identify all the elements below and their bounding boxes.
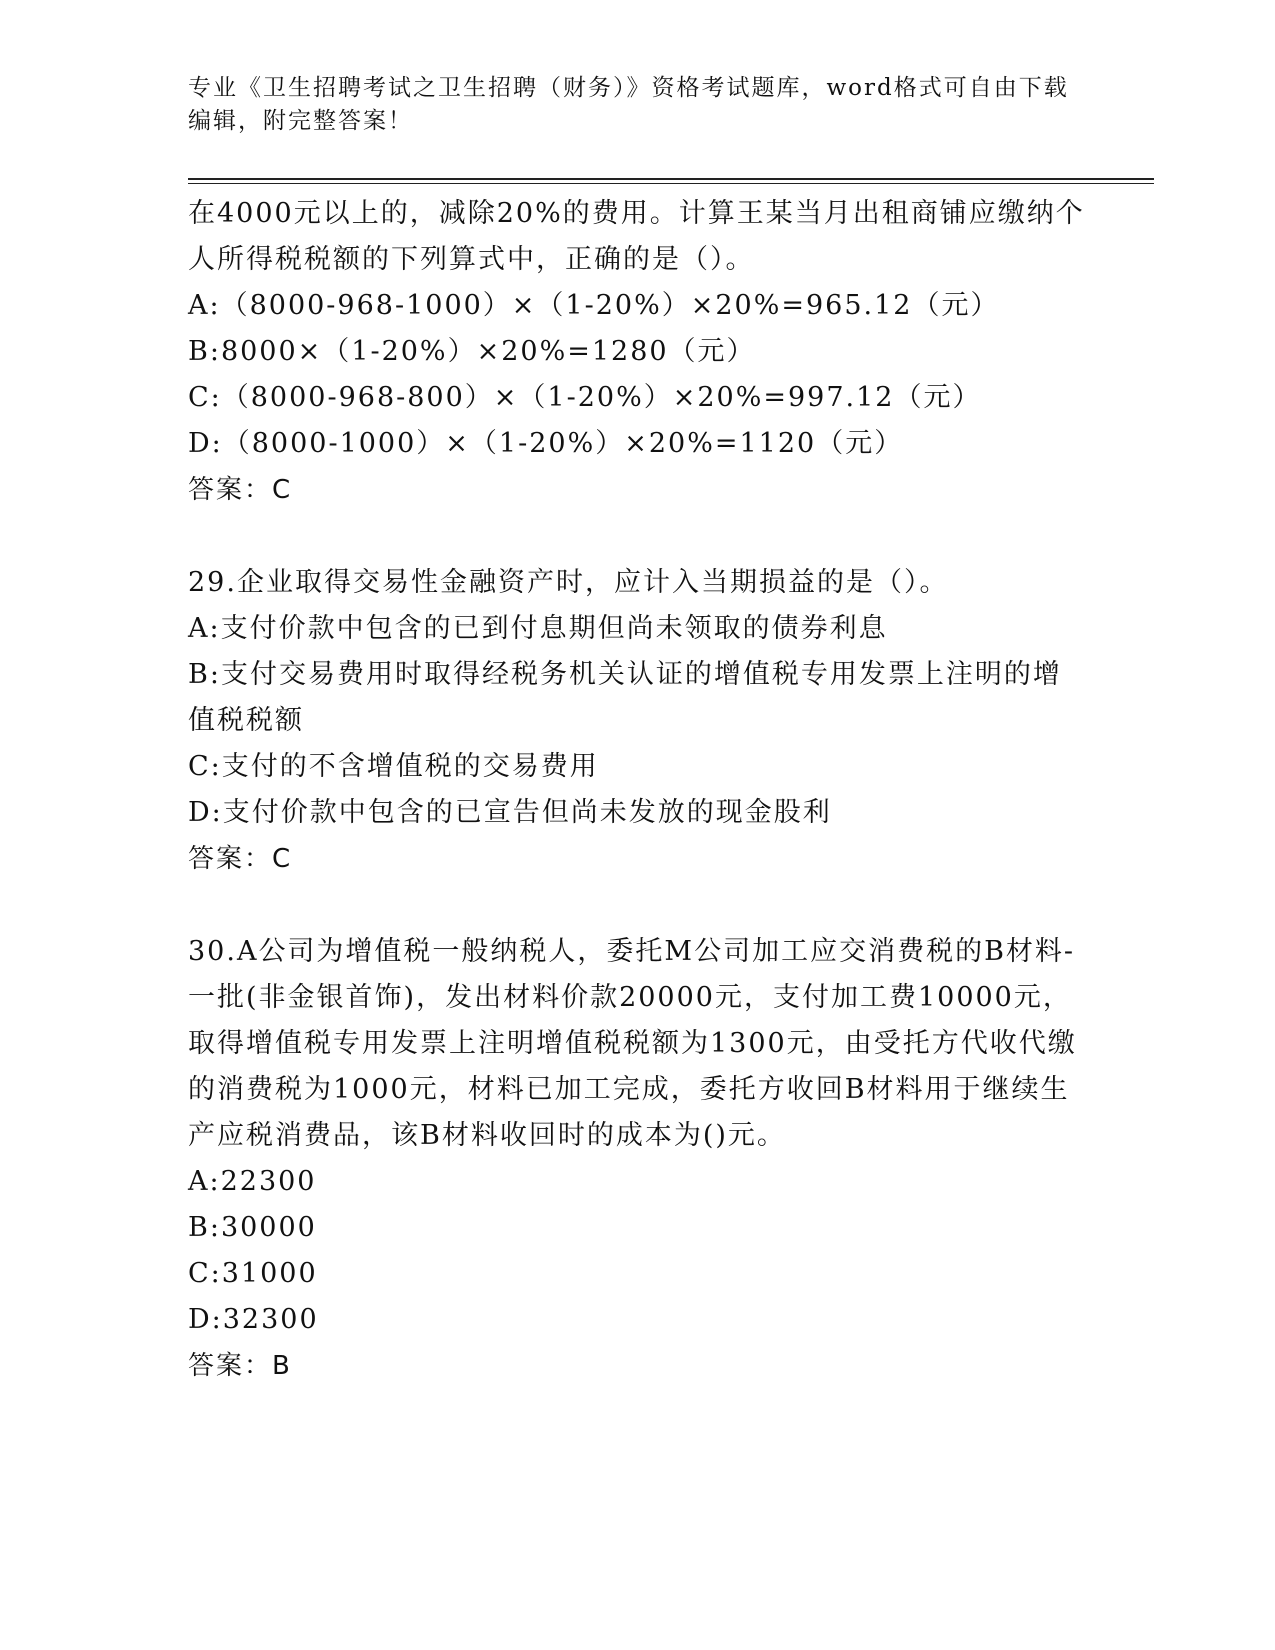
question-28 [188,191,1088,513]
question-stem-line: 30.A公司为增值税一般纳税人，委托M公司加工应交消费税的B材料- [188,936,1076,967]
option-a: A:22300 [188,1166,317,1197]
header-line-2: 编辑，附完整答案！ [188,108,413,134]
option-b: B:30000 [188,1212,317,1243]
header-rule-thin [188,183,1154,184]
option-b-continued: 值税税额 [188,705,304,736]
answer: 答案：B [188,1351,292,1381]
option-b: B:支付交易费用时取得经税务机关认证的增值税专用发票上注明的增 [188,659,1062,690]
question-30 [188,929,1088,1389]
option-c: C:31000 [188,1258,318,1289]
question-stem: 29.企业取得交易性金融资产时，应计入当期损益的是（）。 [188,567,949,598]
option-c: C:（8000-968-800）×（1-20%）×20%=997.12（元） [188,382,982,413]
option-d: D:支付价款中包含的已宣告但尚未发放的现金股利 [188,797,832,828]
option-a: A:支付价款中包含的已到付息期但尚未领取的债券利息 [188,613,888,644]
question-stem-line: 取得增值税专用发票上注明增值税税额为1300元，由受托方代收代缴 [188,1028,1077,1059]
option-d: D:32300 [188,1304,319,1335]
question-stem-line: 产应税消费品，该B材料收回时的成本为()元。 [188,1120,786,1151]
option-b: B:8000×（1-20%）×20%=1280（元） [188,336,756,367]
document-header [188,72,1088,138]
answer: 答案：C [188,475,293,505]
question-29 [188,560,1088,882]
document-body [188,191,1088,1389]
question-stem-line: 一批(非金银首饰)，发出材料价款20000元，支付加工费10000元， [188,982,1072,1013]
spacer [188,513,1088,560]
question-stem-line: 人所得税税额的下列算式中，正确的是（）。 [188,244,755,275]
answer: 答案：C [188,844,293,874]
option-d: D:（8000-1000）×（1-20%）×20%=1120（元） [188,428,904,459]
option-a: A:（8000-968-1000）×（1-20%）×20%=965.12（元） [188,290,1000,321]
question-stem-line: 在4000元以上的，减除20%的费用。计算王某当月出租商铺应缴纳个 [188,198,1085,229]
header-rule-thick [188,178,1154,180]
header-line-1: 专业《卫生招聘考试之卫生招聘（财务）》资格考试题库，word格式可自由下载 [188,75,1069,101]
spacer [188,882,1088,929]
question-stem-line: 的消费税为1000元，材料已加工完成，委托方收回B材料用于继续生 [188,1074,1070,1105]
option-c: C:支付的不含增值税的交易费用 [188,751,599,782]
